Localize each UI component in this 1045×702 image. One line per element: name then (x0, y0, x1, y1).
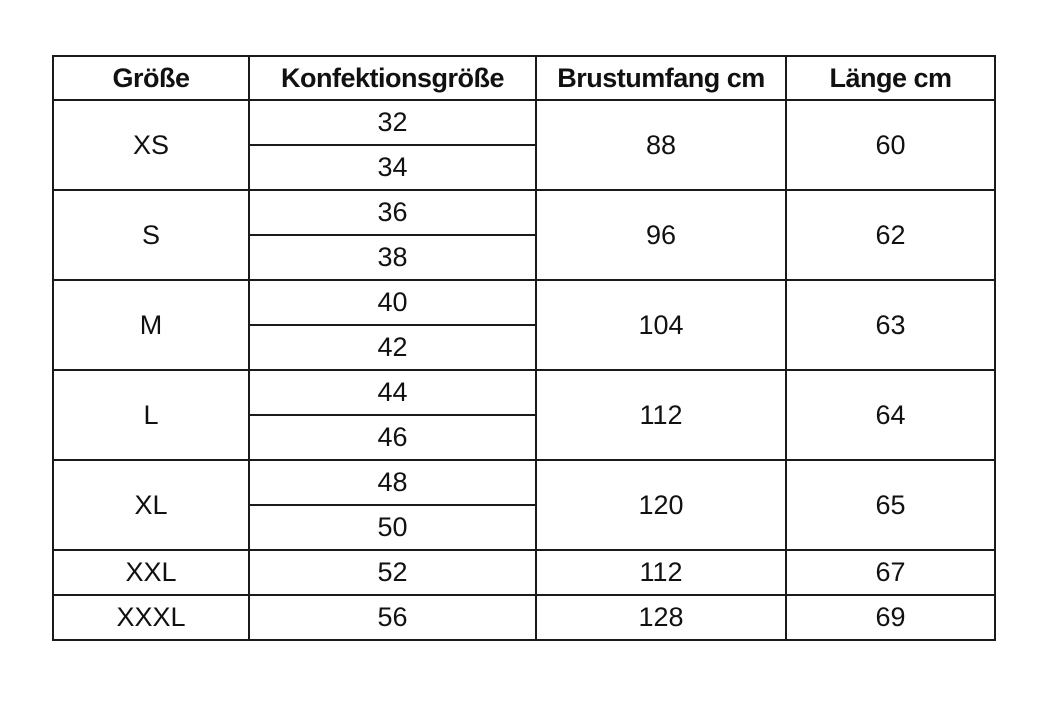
table-body (53, 100, 995, 640)
cell-laenge: 63 (786, 280, 995, 370)
cell-konfektionsgroesse: 38 (249, 235, 536, 280)
cell-konfektionsgroesse: 52 (249, 550, 536, 595)
cell-laenge: 69 (786, 595, 995, 640)
cell-groesse: XXXL (53, 595, 249, 640)
header-groesse: Größe (53, 56, 249, 100)
cell-brustumfang: 112 (536, 550, 786, 595)
cell-groesse: S (53, 190, 249, 280)
cell-konfektionsgroesse: 44 (249, 370, 536, 415)
header-laenge: Länge cm (786, 56, 995, 100)
cell-konfektionsgroesse: 50 (249, 505, 536, 550)
table-row (53, 460, 995, 505)
cell-brustumfang: 112 (536, 370, 786, 460)
size-chart-table (52, 55, 996, 641)
table-row (53, 280, 995, 325)
cell-laenge: 64 (786, 370, 995, 460)
cell-brustumfang: 96 (536, 190, 786, 280)
cell-konfektionsgroesse: 36 (249, 190, 536, 235)
cell-groesse: XS (53, 100, 249, 190)
cell-laenge: 67 (786, 550, 995, 595)
cell-konfektionsgroesse: 34 (249, 145, 536, 190)
header-brustumfang: Brustumfang cm (536, 56, 786, 100)
cell-groesse: XXL (53, 550, 249, 595)
table-header (53, 56, 995, 100)
table-row (53, 100, 995, 145)
cell-laenge: 62 (786, 190, 995, 280)
cell-laenge: 60 (786, 100, 995, 190)
table-row (53, 190, 995, 235)
cell-konfektionsgroesse: 40 (249, 280, 536, 325)
table-row (53, 370, 995, 415)
cell-konfektionsgroesse: 42 (249, 325, 536, 370)
table-row (53, 550, 995, 595)
cell-brustumfang: 120 (536, 460, 786, 550)
header-row (53, 56, 995, 100)
cell-groesse: XL (53, 460, 249, 550)
cell-brustumfang: 104 (536, 280, 786, 370)
cell-konfektionsgroesse: 56 (249, 595, 536, 640)
cell-konfektionsgroesse: 46 (249, 415, 536, 460)
table-row (53, 595, 995, 640)
cell-konfektionsgroesse: 32 (249, 100, 536, 145)
cell-groesse: M (53, 280, 249, 370)
cell-brustumfang: 128 (536, 595, 786, 640)
cell-groesse: L (53, 370, 249, 460)
cell-konfektionsgroesse: 48 (249, 460, 536, 505)
cell-laenge: 65 (786, 460, 995, 550)
header-konfektionsgroesse: Konfektionsgröße (249, 56, 536, 100)
cell-brustumfang: 88 (536, 100, 786, 190)
